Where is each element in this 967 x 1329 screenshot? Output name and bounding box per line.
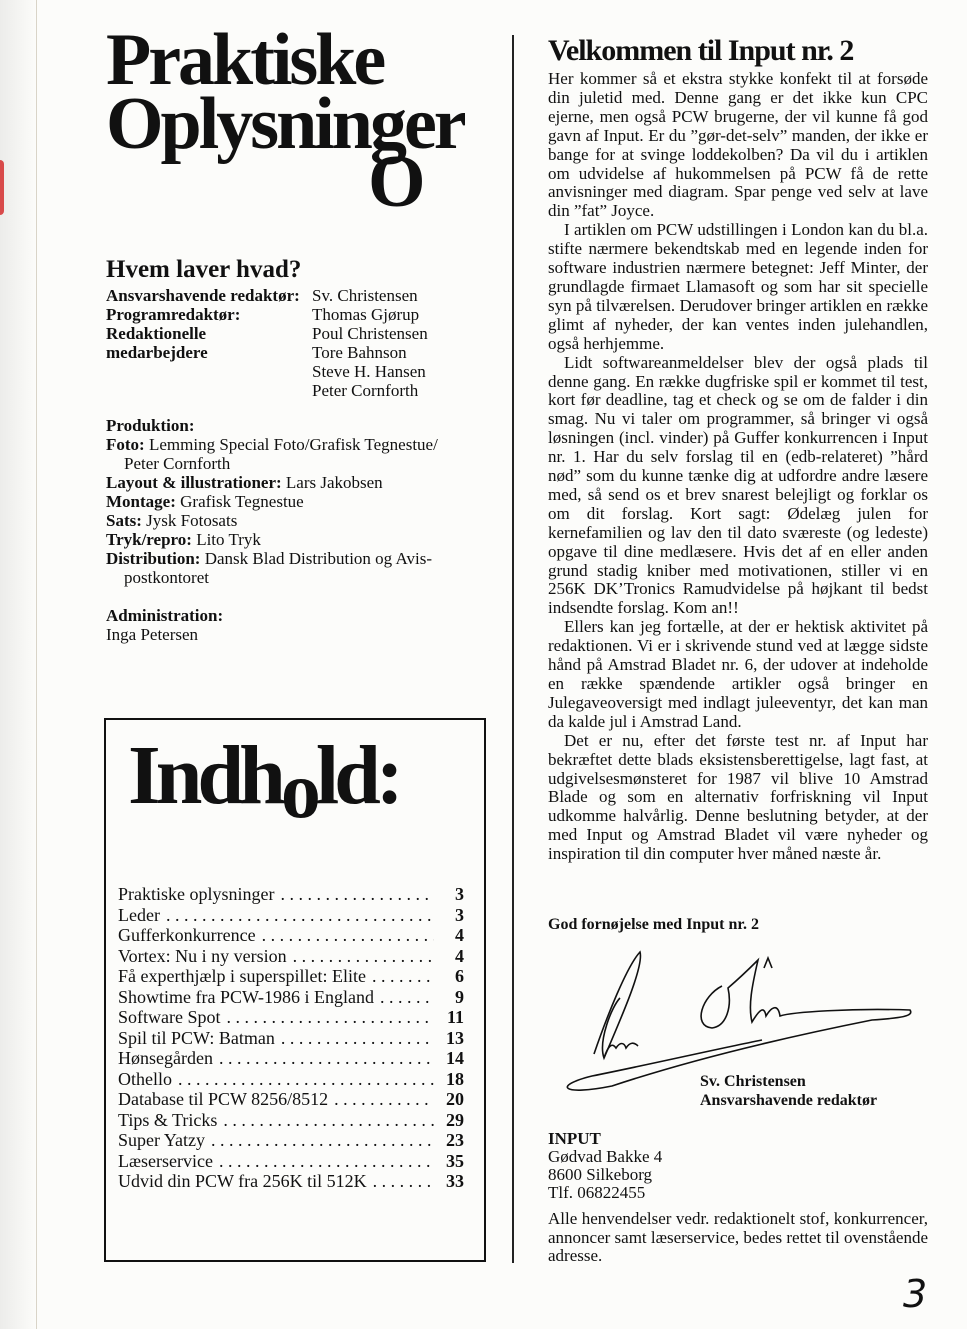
- staff-role: [106, 381, 312, 400]
- sign-off: God fornøjelse med Input nr. 2: [548, 916, 759, 933]
- staff-row: [106, 324, 428, 343]
- title-part: er: [403, 83, 464, 165]
- address-street: Gødvad Bakke 4: [548, 1147, 663, 1166]
- toc-item-label: Vortex: Nu i ny version: [118, 945, 287, 966]
- toc-item-page: 6: [455, 966, 464, 986]
- staff-name: Poul Christensen: [312, 324, 428, 343]
- toc-item-label: Få experthjælp i superspillet: Elite: [118, 966, 366, 986]
- toc-item-page: 4: [455, 945, 464, 966]
- toc-item[interactable]: [118, 1048, 464, 1069]
- credit-value: Lemming Special Foto/Grafisk Tegnestue/: [148, 435, 438, 454]
- staff-role: Ansvarshavende redaktør:: [106, 286, 300, 305]
- toc-item[interactable]: [118, 1069, 464, 1090]
- administration-heading: Administration:: [106, 606, 224, 625]
- toc-leader-dots: [227, 1007, 435, 1028]
- toc-leader-dots: [223, 1110, 434, 1131]
- toc-leader-dots: [372, 966, 434, 987]
- toc-item[interactable]: [118, 925, 464, 946]
- red-edge-mark: [0, 160, 4, 215]
- toc-leader-dots: [373, 1171, 434, 1192]
- toc-item-page: 3: [455, 904, 464, 925]
- toc-item[interactable]: [118, 905, 464, 926]
- article-paragraph: Her kommer så et ekstra stykke konfekt til at forsøde din juletid med. Denne gang er det ikke kun CPC ejerne, men også PCW brugerne, der vil kunne få god gavn af Input. Er du ”gør-det-selv” manden, der ikke er bange for at svinge loddekolben? Da vil du i artiklen om udvidelse af hukommelsen på PCW få de rette anvisninger med diagram. Spar penge ved selv at lave din ”fat” Joyce.: [548, 69, 928, 221]
- toc-leader-dots: [334, 1089, 434, 1110]
- toc-leader-dots: [293, 946, 434, 967]
- column-divider: [512, 35, 514, 1263]
- page-edge-shadow: [0, 0, 36, 1329]
- page-fold-line: [36, 0, 37, 1329]
- credit-value: Dansk Blad Distribution og Avis-: [204, 549, 433, 568]
- toc-item[interactable]: [118, 1007, 464, 1028]
- credit-value: Lito Tryk: [196, 530, 261, 549]
- toc-item-page: 14: [446, 1048, 464, 1068]
- toc-item-label: Othello: [118, 1068, 172, 1089]
- title-part: Oplysnin: [106, 83, 370, 165]
- toc-leader-dots: [281, 1028, 434, 1049]
- staff-name: Thomas Gjørup: [312, 305, 420, 324]
- signer-name: Sv. Christensen: [700, 1073, 806, 1090]
- administration-name: Inga Petersen: [106, 625, 199, 644]
- toc-item[interactable]: [118, 884, 464, 905]
- toc-item[interactable]: [118, 1028, 464, 1049]
- credit-value: postkontoret: [124, 568, 209, 587]
- administration: [106, 606, 223, 644]
- signer-block: [700, 1072, 877, 1110]
- article-title: Velkommen til Input nr. 2: [548, 34, 854, 67]
- toc-leader-dots: [219, 1151, 434, 1172]
- who-heading: Hvem laver hvad?: [106, 256, 302, 283]
- credit-label: Distribution:: [106, 549, 201, 568]
- toc-item-page: 4: [455, 925, 464, 945]
- toc-item-label: Software Spot: [118, 1007, 221, 1027]
- staff-list: [106, 286, 428, 400]
- toc-item-page: 29: [446, 1109, 464, 1130]
- title-part: g: [369, 83, 404, 165]
- staff-role: [106, 362, 312, 381]
- production-credits: [106, 416, 486, 587]
- toc-item-page: 9: [455, 986, 464, 1007]
- page-title-line1: Praktiske: [106, 19, 384, 101]
- toc-item-label: Praktiske oplysninger: [118, 884, 275, 904]
- credit-value: Jysk Fotosats: [146, 511, 238, 530]
- staff-row: [106, 381, 428, 400]
- toc-leader-dots: [178, 1069, 434, 1090]
- toc-item-label: Tips & Tricks: [118, 1109, 218, 1130]
- toc-title-part: ld:: [315, 729, 399, 822]
- staff-name: Peter Cornforth: [312, 381, 419, 400]
- toc-leader-dots: [211, 1130, 434, 1151]
- article-paragraph: I artiklen om PCW udstillingen i London kan du bl.a. stifte nærmere bekendtskab med en legende inden for software industrien nærmere betegnet: Jeff Minter, der grundlagde firmaet Llamasoft og som har sit specielle syn på tilværelsen. Derudover bringer artiklen en række glimt af nyheder, der kan ventes inden julehandlen, også herhjemme.: [548, 220, 928, 353]
- toc-item-page: 3: [455, 884, 464, 904]
- toc-item[interactable]: [118, 946, 464, 967]
- toc-list: [118, 884, 464, 1192]
- toc-item[interactable]: [118, 1110, 464, 1131]
- address-city: 8600 Silkeborg: [548, 1165, 653, 1184]
- toc-item-page: 20: [446, 1089, 464, 1109]
- staff-row: [106, 362, 428, 381]
- toc-item-label: Leder: [118, 904, 160, 925]
- staff-row: [106, 305, 428, 324]
- toc-item-page: 35: [446, 1150, 464, 1171]
- toc-item-page: 33: [446, 1171, 464, 1191]
- address-block: [548, 1130, 662, 1202]
- staff-name: Tore Bahnson: [312, 343, 407, 362]
- toc-item-label: Spil til PCW: Batman: [118, 1027, 275, 1048]
- staff-role: Redaktionelle: [106, 324, 207, 343]
- credit-label: Sats:: [106, 511, 142, 530]
- credit-label: Tryk/repro:: [106, 530, 192, 549]
- credit-label: Montage:: [106, 492, 176, 511]
- toc-title-part: o: [280, 747, 316, 835]
- staff-row: [106, 343, 428, 362]
- toc-item-label: Udvid din PCW fra 256K til 512K: [118, 1171, 367, 1191]
- staff-role: Programredaktør:: [106, 305, 241, 324]
- toc-item-page: 13: [446, 1027, 464, 1048]
- toc-item[interactable]: [118, 1171, 464, 1192]
- toc-item-label: Gufferkonkurrence: [118, 925, 256, 945]
- toc-item-label: Database til PCW 8256/8512: [118, 1089, 329, 1109]
- page-title: [106, 19, 464, 165]
- staff-row: [106, 286, 428, 305]
- toc-title-part: Indh: [128, 729, 281, 822]
- signer-title: Ansvarshavende redaktør: [700, 1092, 878, 1109]
- toc-leader-dots: [166, 905, 434, 926]
- credit-label: Layout & illustrationer:: [106, 473, 282, 492]
- toc-leader-dots: [280, 884, 434, 905]
- toc-item-label: Læserservice: [118, 1150, 213, 1171]
- staff-name: Steve H. Hansen: [312, 362, 426, 381]
- page-number: 3: [903, 1272, 928, 1316]
- toc-item-page: 23: [446, 1130, 464, 1150]
- credit-value: Lars Jakobsen: [285, 473, 383, 492]
- toc-item-label: Showtime fra PCW-1986 i England: [118, 986, 374, 1007]
- production-heading: Produktion:: [106, 416, 195, 435]
- toc-item-label: Super Yatzy: [118, 1130, 206, 1150]
- address-org: INPUT: [548, 1129, 601, 1148]
- article-paragraph: Lidt softwareanmeldelser blev der også plads til denne gang. En række dugfriske spil er kommet til test, kort før deadline, tag et check og se om de falder i din smag. Nu vi taler om programmer, så bringer vi også løsningen (incl. vinder) på Guffer konkurrencen i Input nr. 1. Har du selv forslag til en (edb-relateret) ”hård nød” som du kunne tænke dig at udfordre andre læsere med, så send os et brev snarest belejligt og forklar os om dit forslag. Kort sagt: Ødelæg julen for kernefamilien og lav den til dato sværeste (og ledeste) opgave til dine medlæsere. Hvis det af en eller anden grund stadig kniber med motivationen, stiller vi en 256K DK’Tronics Ramudvidelse på højkant til bedst indsendte forslag. Kom an!!: [548, 352, 928, 618]
- credit-label: Foto:: [106, 435, 145, 454]
- article-paragraph: Det er nu, efter det første test nr. af Input har bekræftet dette blads eksistensberettigelse, lagt fast, at udgivelsesmønsteret for 1987 vil blive 10 Amstrad Blade og som en alternativ forfriskning vil Input udkomme halvårlig. Denne beslutning betyder, at der med Input og Amstrad Bladet vil være nyheder og inspiration til din computer hver måned næste år.: [548, 730, 928, 864]
- toc-item-label: Hønsegården: [118, 1048, 213, 1068]
- staff-name: Sv. Christensen: [312, 286, 418, 305]
- toc-item-page: 11: [446, 1007, 464, 1027]
- article-body: [548, 70, 928, 864]
- toc-item[interactable]: [118, 1151, 464, 1172]
- toc-item[interactable]: [118, 987, 464, 1008]
- credit-value: Peter Cornforth: [124, 454, 231, 473]
- address-phone: Tlf. 06822455: [548, 1183, 646, 1202]
- toc-item[interactable]: [118, 966, 464, 987]
- toc-leader-dots: [219, 1048, 434, 1069]
- toc-leader-dots: [262, 925, 434, 946]
- toc-item[interactable]: [118, 1089, 464, 1110]
- address-note: Alle henvendelser vedr. redaktionelt stof, konkurrencer, annoncer samt læserservice, bedes rettet til ovenstående adresse.: [548, 1209, 928, 1265]
- staff-role: medarbejdere: [106, 343, 208, 362]
- toc-leader-dots: [380, 987, 434, 1008]
- toc-item[interactable]: [118, 1130, 464, 1151]
- credit-value: Grafisk Tegnestue: [180, 492, 304, 511]
- decorative-o-icon: O: [368, 141, 426, 223]
- article-paragraph: Ellers kan jeg fortælle, at der er hektisk aktivitet på redaktionen. Vi er i skrivende stund ved at lægge sidste hånd på Amstrad Bladet nr. 6, der udover at indeholde en række spændende artikler også bringer en Julegaveoversigt med indlagt juleeventyr, det kan man da kalde jul i Amstrad Land.: [548, 617, 928, 731]
- toc-title: [128, 729, 399, 835]
- toc-item-page: 18: [446, 1068, 464, 1089]
